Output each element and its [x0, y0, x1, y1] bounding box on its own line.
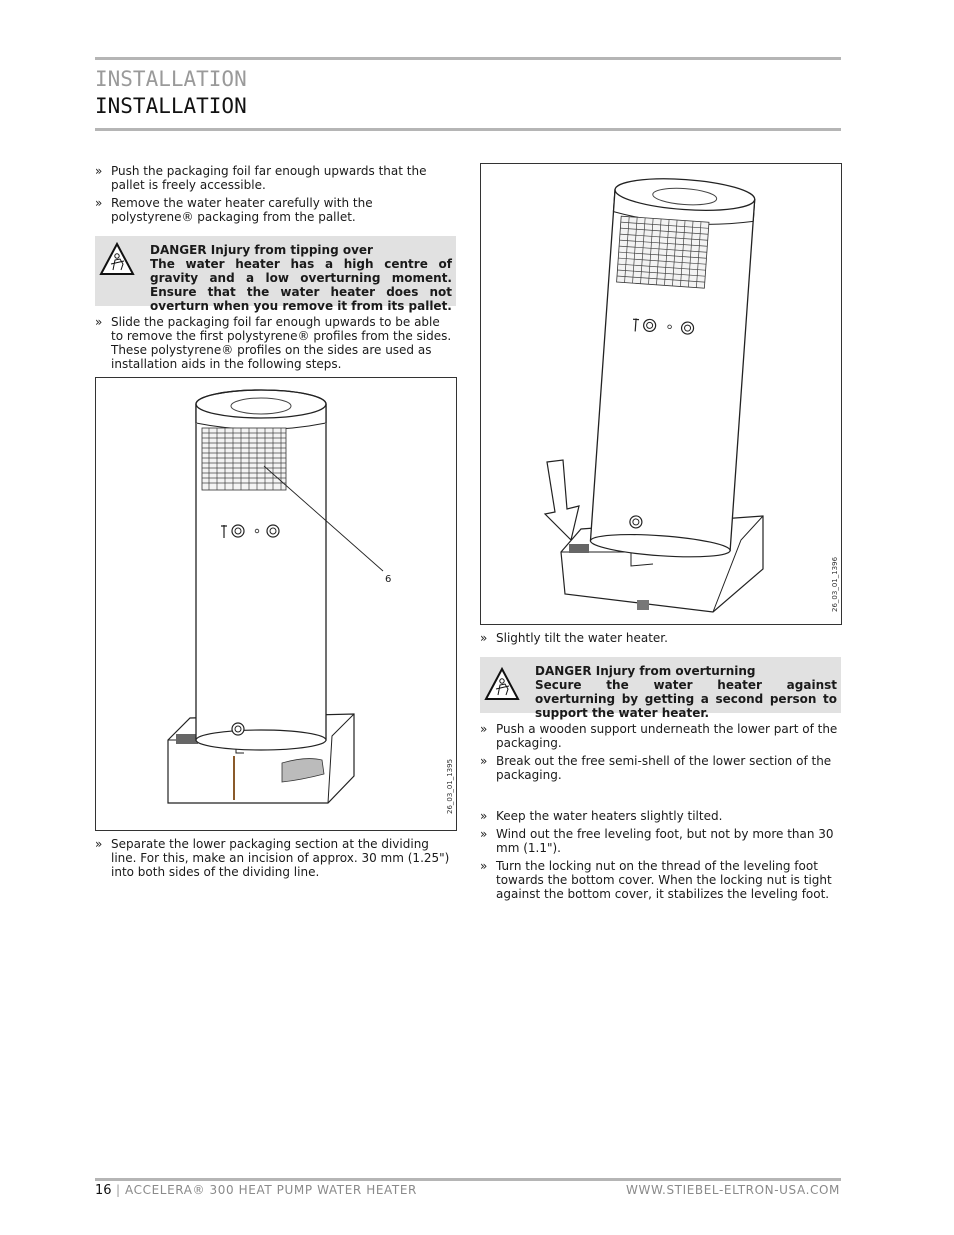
air-grille	[202, 428, 286, 490]
figure-water-heater-tilted	[480, 163, 842, 625]
footer-left	[95, 1183, 417, 1198]
left-steps-2	[95, 315, 455, 371]
right-steps-3	[480, 809, 840, 901]
figure-code: 26_03_01_1396	[831, 556, 839, 612]
step-text: Keep the water heaters slightly tilted.	[496, 809, 723, 823]
section-title: INSTALLATION	[95, 94, 247, 118]
step-text: Slide the packaging foil far enough upwards to be able to remove the first polystyrene® profiles from the sides. These polystyrene® profiles on the sides are used as installation aids in the following steps.	[111, 315, 452, 371]
bullet-mark: »	[480, 722, 488, 736]
bullet-mark: »	[480, 809, 488, 823]
warning-triangle-icon	[99, 242, 135, 276]
down-arrow-icon	[545, 460, 579, 540]
footer-website: WWW.STIEBEL-ELTRON-USA.COM	[626, 1183, 840, 1197]
bullet-mark: »	[480, 631, 488, 645]
list-item	[95, 315, 455, 371]
page-number: 16	[95, 1183, 112, 1198]
list-item	[480, 722, 840, 750]
list-item	[95, 837, 455, 879]
bullet-mark: »	[480, 827, 488, 841]
list-item	[95, 196, 455, 224]
product-name: ACCELERA® 300 HEAT PUMP WATER HEATER	[125, 1183, 417, 1197]
list-item	[480, 754, 840, 782]
figure-water-heater-on-packaging	[95, 377, 457, 831]
top-rule	[95, 57, 841, 60]
right-steps-2	[480, 722, 840, 782]
bullet-mark: »	[95, 315, 103, 329]
step-text: Separate the lower packaging section at the dividing line. For this, make an incision of approx. 30 mm (1.25") into both sides of the dividing line.	[111, 837, 450, 879]
bullet-mark: »	[480, 754, 488, 768]
danger-heading: DANGER Injury from tipping over	[150, 243, 373, 257]
danger-heading: DANGER Injury from overturning	[535, 664, 756, 678]
bullet-mark: »	[95, 837, 103, 851]
step-text: Turn the locking nut on the thread of the leveling foot towards the bottom cover. When the locking nut is tight against the bottom cover, it stabilizes the leveling foot.	[496, 859, 832, 901]
danger-text	[535, 664, 837, 720]
list-item	[480, 631, 840, 645]
step-text: Slightly tilt the water heater.	[496, 631, 668, 645]
footer-separator: |	[115, 1183, 121, 1197]
bullet-mark: »	[480, 859, 488, 873]
danger-notice-tipping	[95, 236, 456, 313]
step-text: Push a wooden support underneath the lower part of the packaging.	[496, 722, 838, 750]
tilted-water-heater-illustration	[481, 164, 841, 624]
left-steps-1	[95, 164, 455, 224]
left-steps-3	[95, 837, 455, 879]
footer-rule	[95, 1178, 841, 1181]
step-text: Wind out the free leveling foot, but not by more than 30 mm (1.1").	[496, 827, 834, 855]
danger-text	[150, 243, 452, 313]
bullet-mark: »	[95, 196, 103, 210]
danger-notice-overturning	[480, 657, 841, 720]
list-item	[480, 827, 840, 855]
step-text: Push the packaging foil far enough upwards that the pallet is freely accessible.	[111, 164, 427, 192]
figure-code: 26_03_01_1395	[446, 758, 454, 814]
header-rule	[95, 128, 841, 131]
warning-triangle-icon	[484, 667, 520, 701]
list-item	[480, 809, 840, 823]
section-title-gray: INSTALLATION	[95, 67, 247, 91]
list-item	[95, 164, 455, 192]
danger-body: The water heater has a high centre of gravity and a low overturning moment. Ensure that the water heater does not overturn when you remove it from its pallet.	[150, 257, 452, 313]
step-text: Break out the free semi-shell of the lower section of the packaging.	[496, 754, 832, 782]
list-item	[480, 859, 840, 901]
right-steps-1	[480, 631, 840, 645]
water-heater-illustration	[96, 378, 456, 830]
step-text: Remove the water heater carefully with the polystyrene® packaging from the pallet.	[111, 196, 373, 224]
danger-body: Secure the water heater against overturning by getting a second person to support the water heater.	[535, 678, 837, 720]
figure-callout-6: 6	[385, 574, 392, 585]
bullet-mark: »	[95, 164, 103, 178]
